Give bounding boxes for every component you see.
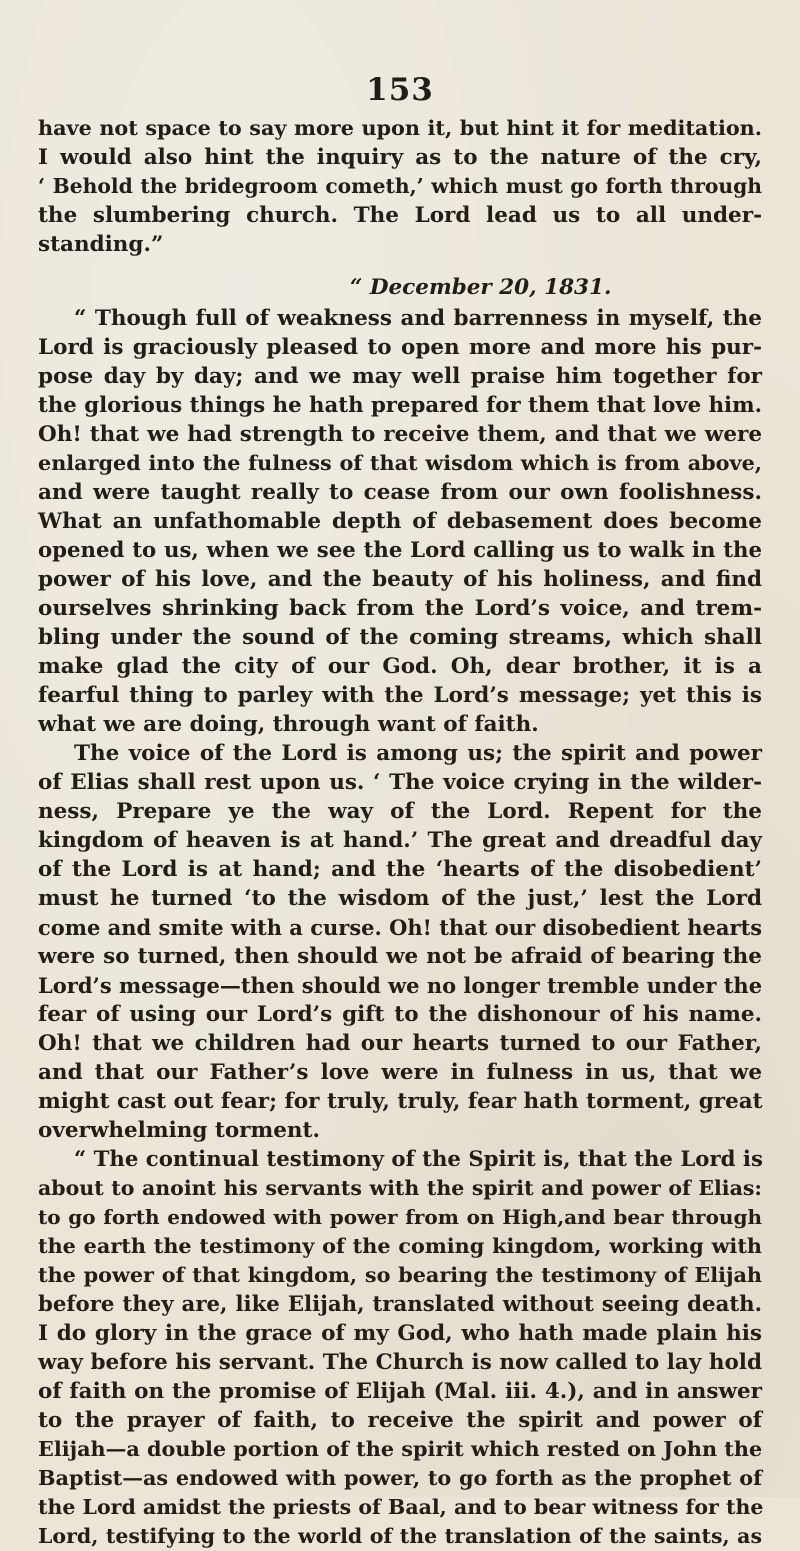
letter-date-heading: “ December 20, 1831.	[350, 275, 612, 300]
text-line: standing.”	[38, 232, 164, 257]
text-line: I would also hint the inquiry as to the nature of the cry,	[38, 145, 762, 170]
text-line: opened to us, when we see the Lord calling us to walk in the	[38, 538, 762, 563]
text-line: have not space to say more upon it, but hint it for meditation.	[38, 116, 762, 140]
text-line: Lord’s message—then should we no longer tremble under the	[38, 973, 763, 998]
text-line: pose day by day; and we may well praise him together for	[38, 364, 762, 389]
text-line: kingdom of heaven is at hand.’ The great and dreadful day	[38, 828, 762, 853]
text-line: of Elias shall rest upon us. ‘ The voice crying in the wilder-	[38, 770, 762, 795]
text-line: Oh! that we children had our hearts turned to our Father,	[38, 1031, 762, 1056]
text-line: overwhelming torment.	[38, 1118, 320, 1143]
text-line: power of his love, and the beauty of his holiness, and find	[38, 567, 762, 592]
text-line: Lord, testifying to the world of the translation of the saints, as	[38, 1524, 762, 1548]
text-line: the slumbering church. The Lord lead us to all under-	[38, 203, 762, 228]
text-line: Oh! that we had strength to receive them, and that we were	[38, 422, 762, 447]
text-line: before they are, like Elijah, translated without seeing death.	[38, 1292, 762, 1317]
text-line: of the Lord is at hand; and the ‘hearts of the disobedient’	[38, 857, 762, 882]
text-line: of faith on the promise of Elijah (Mal. iii. 4.), and in answer	[38, 1379, 762, 1404]
text-line: I do glory in the grace of my God, who hath made plain his	[38, 1321, 762, 1346]
text-line: way before his servant. The Church is now called to lay hold	[38, 1350, 762, 1375]
text-line: What an unfathomable depth of debasement does become	[38, 509, 762, 534]
text-line: the earth the testimony of the coming kingdom, working with	[38, 1234, 762, 1258]
text-line: enlarged into the fulness of that wisdom which is from above,	[38, 451, 762, 475]
text-line: Baptist—as endowed with power, to go forth as the prophet of	[38, 1466, 762, 1490]
text-line: ourselves shrinking back from the Lord’s voice, and trem-	[38, 596, 762, 621]
text-line: must he turned ‘to the wisdom of the just,’ lest the Lord	[38, 886, 762, 911]
text-line: the Lord amidst the priests of Baal, and to bear witness for the	[38, 1495, 764, 1519]
text-line: Lord is graciously pleased to open more and more his pur-	[38, 335, 762, 360]
text-line: make glad the city of our God. Oh, dear brother, it is a	[38, 654, 762, 679]
text-line: “ Though full of weakness and barrenness in myself, the	[74, 306, 762, 331]
text-line: ‘ Behold the bridegroom cometh,’ which must go forth through	[38, 174, 762, 198]
text-line: come and smite with a curse. Oh! that our disobedient hearts	[38, 915, 763, 940]
text-line: the glorious things he hath prepared for them that love him.	[38, 393, 762, 418]
text-line: “ The continual testimony of the Spirit is, that the Lord is	[74, 1147, 763, 1172]
text-line: and were taught really to cease from our own foolishness.	[38, 480, 762, 505]
text-line: to go forth endowed with power from on High,and bear through	[38, 1205, 762, 1229]
text-line: bling under the sound of the coming streams, which shall	[38, 625, 762, 650]
page-number: 153	[366, 72, 434, 108]
text-line: Elijah—a double portion of the spirit which rested on John the	[38, 1437, 763, 1461]
text-line: ness, Prepare ye the way of the Lord. Repent for the	[38, 799, 762, 824]
text-line: were so turned, then should we not be afraid of bearing the	[38, 944, 762, 969]
text-line: to the prayer of faith, to receive the spirit and power of	[38, 1408, 762, 1433]
text-line: and that our Father’s love were in fulness in us, that we	[38, 1060, 762, 1085]
text-line: fearful thing to parley with the Lord’s message; yet this is	[38, 683, 762, 708]
text-line: The voice of the Lord is among us; the spirit and power	[74, 741, 762, 766]
text-line: about to anoint his servants with the spirit and power of Elias:	[38, 1176, 762, 1200]
body-text	[38, 114, 762, 1551]
text-line: the power of that kingdom, so bearing the testimony of Elijah	[38, 1263, 762, 1287]
text-line: might cast out fear; for truly, truly, fear hath torment, great	[38, 1089, 763, 1114]
text-line: fear of using our Lord’s gift to the dishonour of his name.	[38, 1002, 762, 1027]
text-line: what we are doing, through want of faith.	[38, 712, 539, 737]
